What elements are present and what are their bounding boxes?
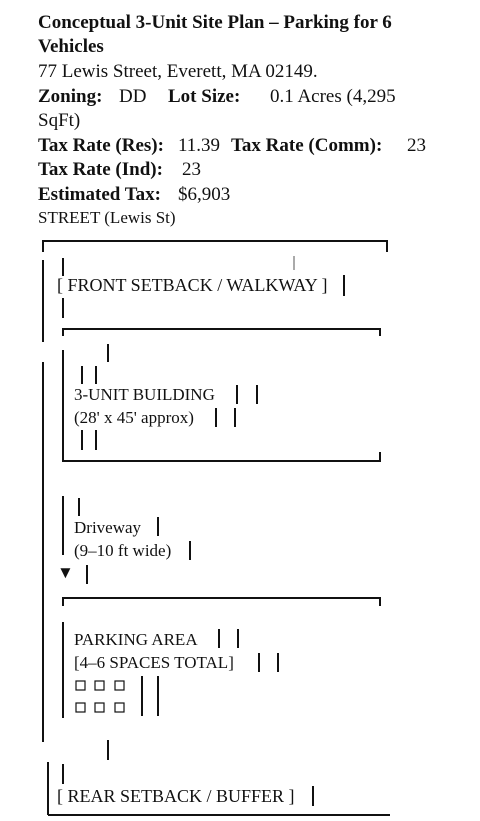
parking-space [76,703,85,712]
parking-space [115,681,124,690]
building-dimensions: (28' x 45' approx) [74,408,194,427]
parking-spaces-label: [4–6 SPACES TOTAL] [74,653,234,672]
street-label: STREET (Lewis St) [38,208,176,227]
lot-size-value: 0.1 Acres (4,295 [270,86,396,107]
building-label: 3-UNIT BUILDING [74,385,215,404]
tax-rate-comm-label: Tax Rate (Comm): [231,135,383,156]
parking-space [95,703,104,712]
tax-rate-ind-label: Tax Rate (Ind): [38,159,163,180]
estimated-tax-label: Estimated Tax: [38,184,161,205]
front-setback-label: [ FRONT SETBACK / WALKWAY ] [57,275,328,295]
parking-space [115,703,124,712]
driveway-label: Driveway [74,518,142,537]
zoning-value: DD [119,86,147,107]
arrow-down-icon: ▼ [57,563,74,582]
lot-size-label: Lot Size: [168,86,241,107]
tax-rate-ind-value: 23 [182,159,201,180]
tax-rate-res-value: 11.39 [178,135,221,156]
title-line-1: Conceptual 3-Unit Site Plan – Parking for 6 [38,12,392,33]
address: 77 Lewis Street, Everett, MA 02149. [38,61,318,82]
lot-size-value-cont: SqFt) [38,110,81,131]
tax-rate-comm-value: 23 [407,135,426,156]
title-line-2: Vehicles [38,36,104,57]
parking-space [95,681,104,690]
parking-spaces [76,681,124,712]
tax-rate-res-label: Tax Rate (Res): [38,135,164,156]
driveway-width: (9–10 ft wide) [74,541,172,560]
estimated-tax-value: $6,903 [178,184,231,205]
zoning-label: Zoning: [38,86,103,107]
rear-setback-label: [ REAR SETBACK / BUFFER ] [57,786,295,806]
parking-area-label: PARKING AREA [74,630,198,649]
parking-space [76,681,85,690]
driveway [63,496,190,584]
